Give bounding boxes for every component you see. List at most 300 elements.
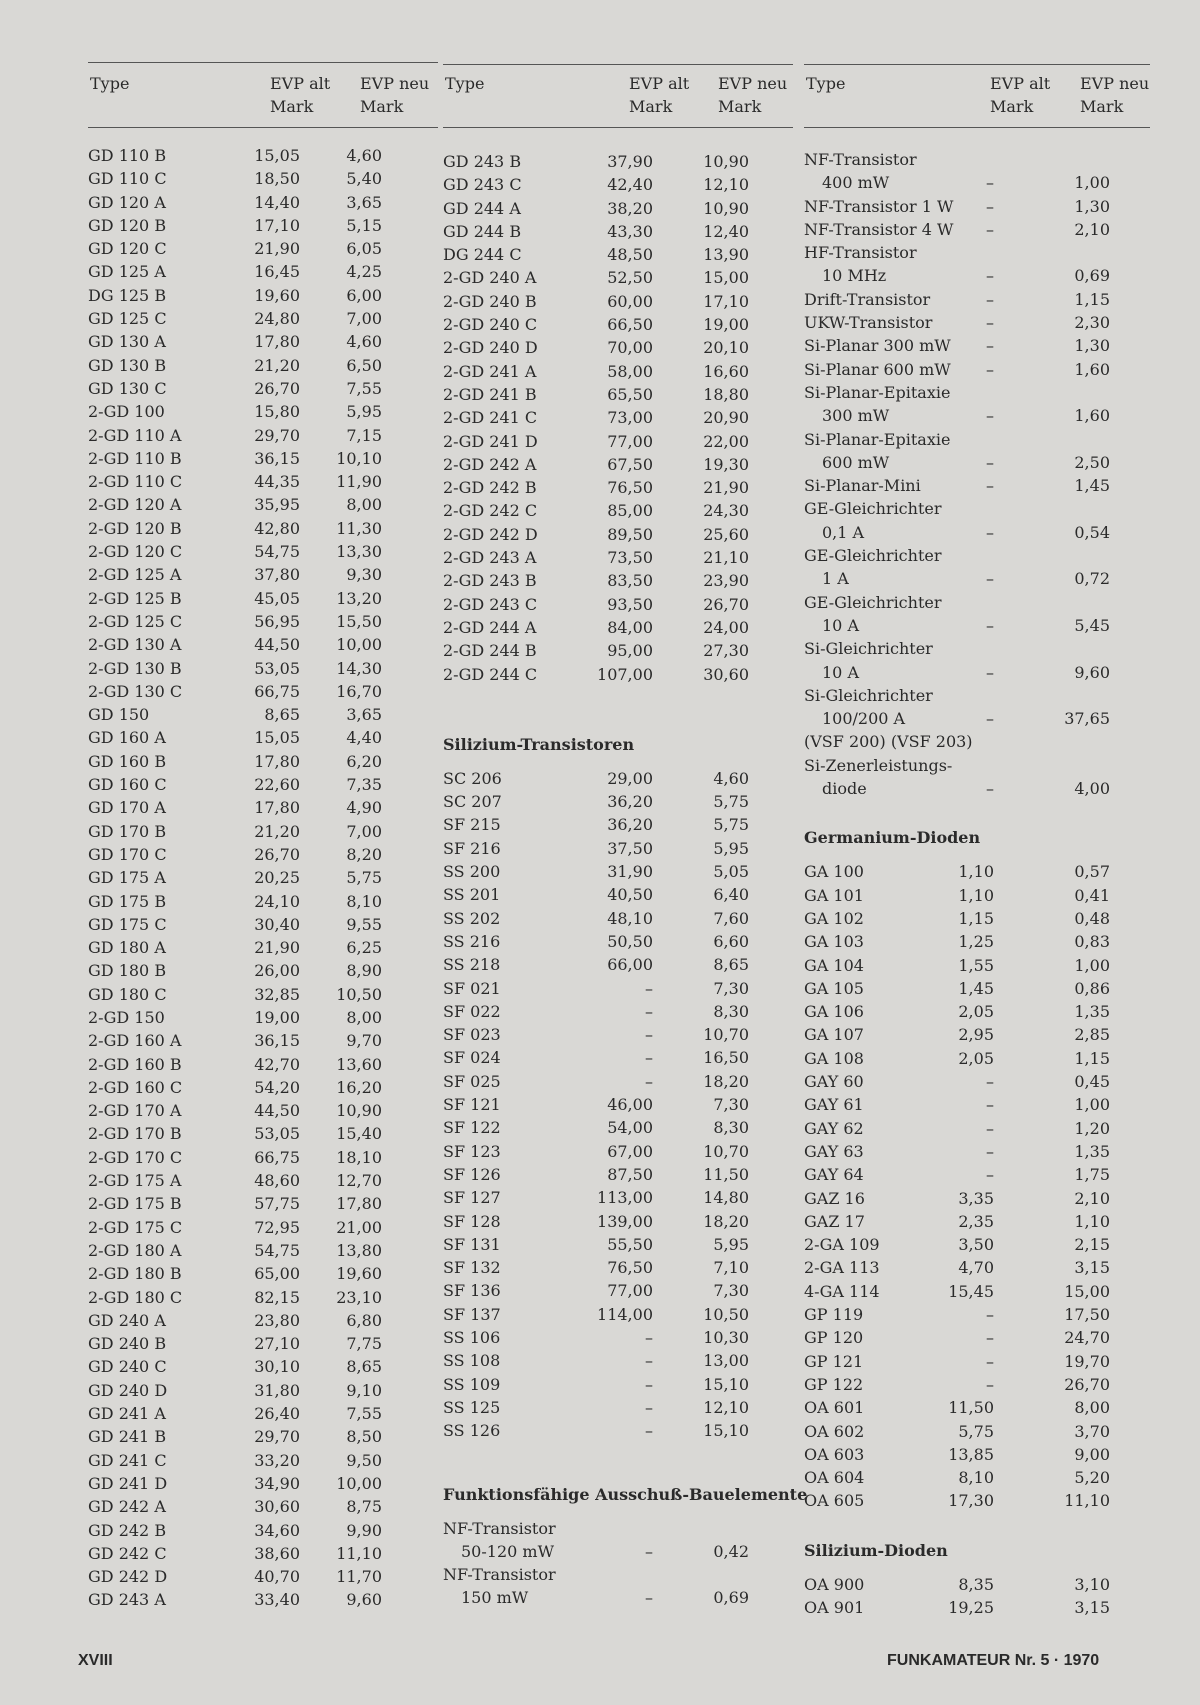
type-cell: 10 MHz [822,266,887,286]
table-row [88,167,438,190]
type-cell: 2-GD 244 B [443,641,537,661]
evp-neu-cell: 6,05 [346,239,382,259]
table-row [443,546,793,569]
evp-neu-cell: 0,41 [1074,885,1110,905]
header-rule-bottom [443,127,793,128]
evp-alt-cell: 77,00 [607,1281,653,1301]
evp-alt-cell: – [645,1328,653,1348]
evp-alt-cell: 11,50 [948,1398,994,1418]
evp-neu-cell: 1,20 [1074,1118,1110,1138]
evp-neu-cell: 5,15 [346,215,382,235]
evp-neu-cell: 5,75 [713,815,749,835]
type-cell: 1 A [822,569,849,589]
table-row [88,633,438,656]
evp-alt-cell: 8,35 [958,1574,994,1594]
table-row [804,1047,1150,1070]
evp-alt-cell: 20,25 [254,868,300,888]
evp-alt-cell: 34,60 [254,1520,300,1540]
type-cell: 2-GD 170 A [88,1101,182,1121]
header-evp-alt: EVP alt Mark [270,74,331,116]
evp-alt-cell: 76,50 [607,478,653,498]
evp-alt-cell: – [986,1072,994,1092]
evp-alt-cell: 70,00 [607,338,653,358]
table-row [88,703,438,726]
type-cell: OA 900 [804,1574,865,1594]
table-row [804,730,1150,753]
table-row [443,1373,793,1396]
evp-alt-cell: – [986,569,994,589]
evp-alt-cell: 26,40 [254,1404,300,1424]
evp-alt-cell: – [986,313,994,333]
header-type: Type [806,74,846,93]
type-cell: Si-Planar 300 mW [804,336,951,356]
evp-alt-cell: – [986,1141,994,1161]
evp-alt-cell: 85,00 [607,501,653,521]
type-cell: 2-GD 175 A [88,1171,182,1191]
type-cell: GD 160 B [88,751,167,771]
table-row [443,220,793,243]
type-cell: GA 101 [804,885,864,905]
type-cell: 600 mW [822,452,890,472]
evp-neu-cell: 4,60 [713,768,749,788]
table-row [804,1163,1150,1186]
evp-neu-cell: 2,85 [1074,1025,1110,1045]
evp-alt-cell: 48,50 [607,245,653,265]
type-cell: 100/200 A [822,709,906,729]
evp-neu-cell: 19,70 [1064,1351,1110,1371]
evp-neu-cell: 1,30 [1074,196,1110,216]
table-row [443,616,793,639]
type-cell: 2-GD 242 D [443,524,538,544]
table-row [443,569,793,592]
evp-alt-cell: 45,05 [254,588,300,608]
table-row [804,148,1150,171]
evp-neu-cell: 1,10 [1074,1211,1110,1231]
type-cell: SS 200 [443,862,501,882]
page-number: XVIII [78,1652,113,1669]
evp-neu-cell: 14,80 [703,1188,749,1208]
evp-neu-cell: 0,57 [1074,862,1110,882]
evp-alt-cell: 67,00 [607,1141,653,1161]
type-cell: 2-GA 113 [804,1258,880,1278]
table-row [443,813,793,836]
evp-neu-cell: 11,30 [336,518,382,538]
evp-alt-cell: – [986,173,994,193]
evp-neu-cell: 19,30 [703,454,749,474]
evp-alt-cell: – [986,522,994,542]
evp-neu-cell: 9,55 [346,914,382,934]
evp-alt-cell: 37,80 [254,565,300,585]
evp-alt-cell: 21,90 [254,938,300,958]
table-row [88,284,438,307]
table-row [88,610,438,633]
evp-alt-cell: 139,00 [597,1211,653,1231]
evp-alt-cell: 33,20 [254,1450,300,1470]
evp-alt-cell: 26,00 [254,961,300,981]
type-cell: SF 023 [443,1025,501,1045]
table-row [88,820,438,843]
evp-neu-cell: 7,30 [713,1095,749,1115]
type-cell: OA 604 [804,1468,865,1488]
evp-alt-cell: 33,40 [254,1590,300,1610]
type-cell: 2-GD 125 C [88,611,183,631]
evp-alt-cell: 1,15 [958,908,994,928]
table-row [88,447,438,470]
evp-neu-cell: 2,15 [1074,1235,1110,1255]
type-cell: GAY 64 [804,1165,864,1185]
table-row [88,1379,438,1402]
evp-alt-cell: 36,15 [254,448,300,468]
type-cell: GD 120 C [88,239,167,259]
table-row [804,428,1150,451]
evp-alt-cell: 93,50 [607,594,653,614]
evp-neu-cell: 5,75 [346,868,382,888]
table-row [804,1573,1150,1596]
table-row [88,354,438,377]
type-cell: 2-GD 130 C [88,681,183,701]
type-cell: NF-Transistor [443,1518,556,1538]
table-row [804,218,1150,241]
evp-neu-cell: 16,50 [703,1048,749,1068]
evp-alt-cell: 17,80 [254,751,300,771]
type-cell: GD 125 A [88,262,166,282]
evp-alt-cell: 22,60 [254,775,300,795]
table-row [804,544,1150,567]
type-cell: GD 241 C [88,1450,167,1470]
evp-alt-cell: 36,20 [607,815,653,835]
type-cell: GD 240 A [88,1310,166,1330]
column-header [88,68,438,124]
evp-neu-cell: 8,50 [346,1427,382,1447]
table-row [443,860,793,883]
evp-alt-cell: 44,50 [254,1101,300,1121]
type-cell: SS 126 [443,1421,501,1441]
evp-neu-cell: 14,30 [336,658,382,678]
evp-neu-cell: 24,30 [703,501,749,521]
evp-neu-cell: 5,20 [1074,1468,1110,1488]
type-cell: 150 mW [461,1588,529,1608]
table-row [88,1122,438,1145]
evp-alt-cell: 37,90 [607,152,653,171]
evp-neu-cell: 7,00 [346,821,382,841]
evp-neu-cell: 12,10 [703,175,749,195]
evp-alt-cell: – [986,289,994,309]
table-row [804,1233,1150,1256]
table-row [88,657,438,680]
evp-neu-cell: 20,10 [703,338,749,358]
evp-neu-cell: 8,10 [346,891,382,911]
type-cell: NF-Transistor 1 W [804,196,954,216]
evp-alt-cell: 83,50 [607,571,653,591]
evp-alt-cell: 31,80 [254,1380,300,1400]
table-row [443,266,793,289]
evp-alt-cell: – [986,1305,994,1325]
type-cell: SF 022 [443,1001,501,1021]
table-row [443,360,793,383]
table-row [88,1402,438,1425]
type-cell: 2-GD 180 A [88,1240,182,1260]
evp-alt-cell: 2,05 [958,1048,994,1068]
type-cell: GD 242 D [88,1567,168,1587]
evp-alt-cell: 66,50 [607,315,653,335]
table-row [443,837,793,860]
evp-neu-cell: 1,35 [1074,1002,1110,1022]
evp-alt-cell: – [645,1071,653,1091]
evp-alt-cell: 42,40 [607,175,653,195]
evp-neu-cell: 3,65 [346,192,382,212]
type-cell: NF-Transistor [443,1565,556,1585]
evp-neu-cell: 6,00 [346,285,382,305]
table-row [443,953,793,976]
table-row [804,195,1150,218]
evp-neu-cell: 12,70 [336,1171,382,1191]
table-row [88,1286,438,1309]
evp-neu-cell: 26,70 [703,594,749,614]
table-row [88,540,438,563]
table-row [804,707,1150,730]
evp-alt-cell: 44,35 [254,472,300,492]
table-row [88,1332,438,1355]
evp-alt-cell: – [986,709,994,729]
evp-neu-cell: 7,55 [346,378,382,398]
evp-alt-cell: 60,00 [607,291,653,311]
table-row [804,521,1150,544]
type-cell: GD 240 D [88,1380,168,1400]
evp-neu-cell: 2,30 [1074,313,1110,333]
evp-neu-cell: 8,00 [1074,1398,1110,1418]
evp-neu-cell: 18,10 [336,1147,382,1167]
table-row [88,144,438,167]
evp-alt-cell: – [986,662,994,682]
evp-alt-cell: 54,00 [607,1118,653,1138]
table-row [88,1169,438,1192]
evp-alt-cell: 77,00 [607,431,653,451]
table-row [804,1396,1150,1419]
column-header [443,68,793,124]
evp-alt-cell: – [645,1374,653,1394]
evp-neu-cell: 10,50 [703,1304,749,1324]
table-row [443,663,793,686]
table-row [88,750,438,773]
evp-alt-cell: 55,50 [607,1234,653,1254]
type-cell: GA 107 [804,1025,864,1045]
evp-neu-cell: 1,45 [1074,476,1110,496]
evp-neu-cell: 7,30 [713,978,749,998]
type-cell: GAY 63 [804,1141,864,1161]
type-cell: OA 602 [804,1421,865,1441]
evp-alt-cell: 26,70 [254,844,300,864]
table-row [443,406,793,429]
evp-alt-cell: 84,00 [607,617,653,637]
type-cell: SF 024 [443,1048,501,1068]
type-cell: GD 242 A [88,1497,166,1517]
evp-neu-cell: 15,00 [703,268,749,288]
type-cell: 2-GD 130 A [88,635,182,655]
evp-neu-cell: 6,40 [713,885,749,905]
type-cell: 2-GD 175 B [88,1194,182,1214]
table-row [443,499,793,522]
evp-neu-cell: 4,40 [346,728,382,748]
table-row [88,1099,438,1122]
table-row [443,1326,793,1349]
table-row [443,1563,793,1586]
type-cell: GD 240 C [88,1357,167,1377]
evp-neu-cell: 24,00 [703,617,749,637]
evp-neu-cell: 7,10 [713,1258,749,1278]
evp-neu-cell: 9,10 [346,1380,382,1400]
table-row [804,954,1150,977]
table-row [88,1355,438,1378]
type-cell: 300 mW [822,406,890,426]
table-row [88,1053,438,1076]
table-row [443,290,793,313]
table-row [443,476,793,499]
table-row [88,191,438,214]
evp-neu-cell: 5,75 [713,792,749,812]
type-cell: GD 243 C [443,175,522,195]
evp-alt-cell: 66,75 [254,681,300,701]
type-cell: SF 121 [443,1095,501,1115]
evp-alt-cell: 66,00 [607,955,653,975]
type-cell: GD 150 [88,705,150,725]
evp-alt-cell: 56,95 [254,611,300,631]
evp-alt-cell: 23,80 [254,1310,300,1330]
type-cell: 2-GD 240 C [443,315,538,335]
table-row [804,754,1150,777]
table-row [804,1420,1150,1443]
table-row [804,930,1150,953]
type-cell: 2-GD 240 D [443,338,538,358]
table-row [443,1233,793,1256]
table-row [88,563,438,586]
type-cell: 2-GD 130 B [88,658,182,678]
evp-alt-cell: 3,50 [958,1235,994,1255]
evp-alt-cell: 18,50 [254,169,300,189]
type-cell: 400 mW [822,173,890,193]
table-row [443,336,793,359]
type-cell: 2-GD 180 B [88,1264,182,1284]
type-cell: GA 100 [804,862,864,882]
evp-alt-cell: 36,20 [607,792,653,812]
evp-neu-cell: 5,95 [713,838,749,858]
evp-neu-cell: 1,00 [1074,955,1110,975]
type-cell: 2-GD 180 C [88,1287,183,1307]
evp-alt-cell: – [986,1095,994,1115]
evp-alt-cell: 72,95 [254,1217,300,1237]
evp-alt-cell: 15,45 [948,1281,994,1301]
table-row [88,1565,438,1588]
type-cell: 2-GD 241 C [443,408,538,428]
evp-neu-cell: 0,54 [1074,522,1110,542]
table-row [88,1216,438,1239]
type-cell: SF 025 [443,1071,501,1091]
evp-neu-cell: 13,60 [336,1054,382,1074]
evp-alt-cell: 73,50 [607,548,653,568]
evp-neu-cell: 2,50 [1074,452,1110,472]
table-row [88,237,438,260]
evp-neu-cell: 8,30 [713,1118,749,1138]
type-cell: HF-Transistor [804,243,917,263]
table-row [804,777,1150,800]
evp-alt-cell: – [986,1118,994,1138]
table-row [88,843,438,866]
table-row [88,1519,438,1542]
table-row [88,260,438,283]
evp-alt-cell: – [986,1165,994,1185]
evp-alt-cell: – [986,1328,994,1348]
table-row [88,1309,438,1332]
evp-neu-cell: 0,72 [1074,569,1110,589]
table-row [88,726,438,749]
evp-neu-cell: 11,50 [703,1164,749,1184]
table-row [443,243,793,266]
evp-alt-cell: 95,00 [607,641,653,661]
type-cell: GAZ 16 [804,1188,865,1208]
type-cell: GAY 60 [804,1072,864,1092]
evp-neu-cell: 16,20 [336,1077,382,1097]
evp-alt-cell: 46,00 [607,1095,653,1115]
evp-neu-cell: 0,45 [1074,1072,1110,1092]
evp-neu-cell: 8,65 [346,1357,382,1377]
table-row [88,1076,438,1099]
section-rows [443,150,793,686]
type-cell: DG 125 B [88,285,167,305]
table-row [88,1588,438,1611]
section-title: Germanium-Dioden [804,828,981,848]
table-row [88,959,438,982]
table-row [804,171,1150,194]
type-cell: GD 180 A [88,938,166,958]
evp-neu-cell: 3,70 [1074,1421,1110,1441]
table-row [443,1419,793,1442]
evp-alt-cell: – [986,452,994,472]
table-row [804,311,1150,334]
evp-neu-cell: 4,90 [346,798,382,818]
table-row [88,493,438,516]
table-row [443,1349,793,1372]
evp-neu-cell: 9,60 [1074,662,1110,682]
evp-neu-cell: 0,69 [1074,266,1110,286]
type-cell: SF 137 [443,1304,501,1324]
table-row [804,1093,1150,1116]
table-row [88,936,438,959]
evp-neu-cell: 8,90 [346,961,382,981]
type-cell: GD 242 C [88,1543,167,1563]
evp-alt-cell: – [645,1001,653,1021]
table-row [443,883,793,906]
evp-alt-cell: 1,10 [958,862,994,882]
table-row [443,313,793,336]
type-cell: 10 A [822,615,859,635]
type-cell: NF-Transistor 4 W [804,219,954,239]
evp-neu-cell: 5,95 [346,402,382,422]
type-cell: GD 241 A [88,1404,166,1424]
evp-neu-cell: 8,20 [346,844,382,864]
section-rows [804,148,1150,800]
evp-neu-cell: 1,60 [1074,359,1110,379]
evp-alt-cell: – [986,219,994,239]
type-cell: Drift-Transistor [804,289,931,309]
evp-alt-cell: 13,85 [948,1444,994,1464]
type-cell: 2-GD 100 [88,402,165,422]
evp-neu-cell: 11,90 [336,472,382,492]
evp-alt-cell: 113,00 [597,1188,653,1208]
evp-neu-cell: 12,40 [703,221,749,241]
evp-neu-cell: 9,50 [346,1450,382,1470]
type-cell: GD 242 B [88,1520,167,1540]
type-cell: Si-Planar-Mini [804,476,921,496]
evp-alt-cell: 29,00 [607,768,653,788]
